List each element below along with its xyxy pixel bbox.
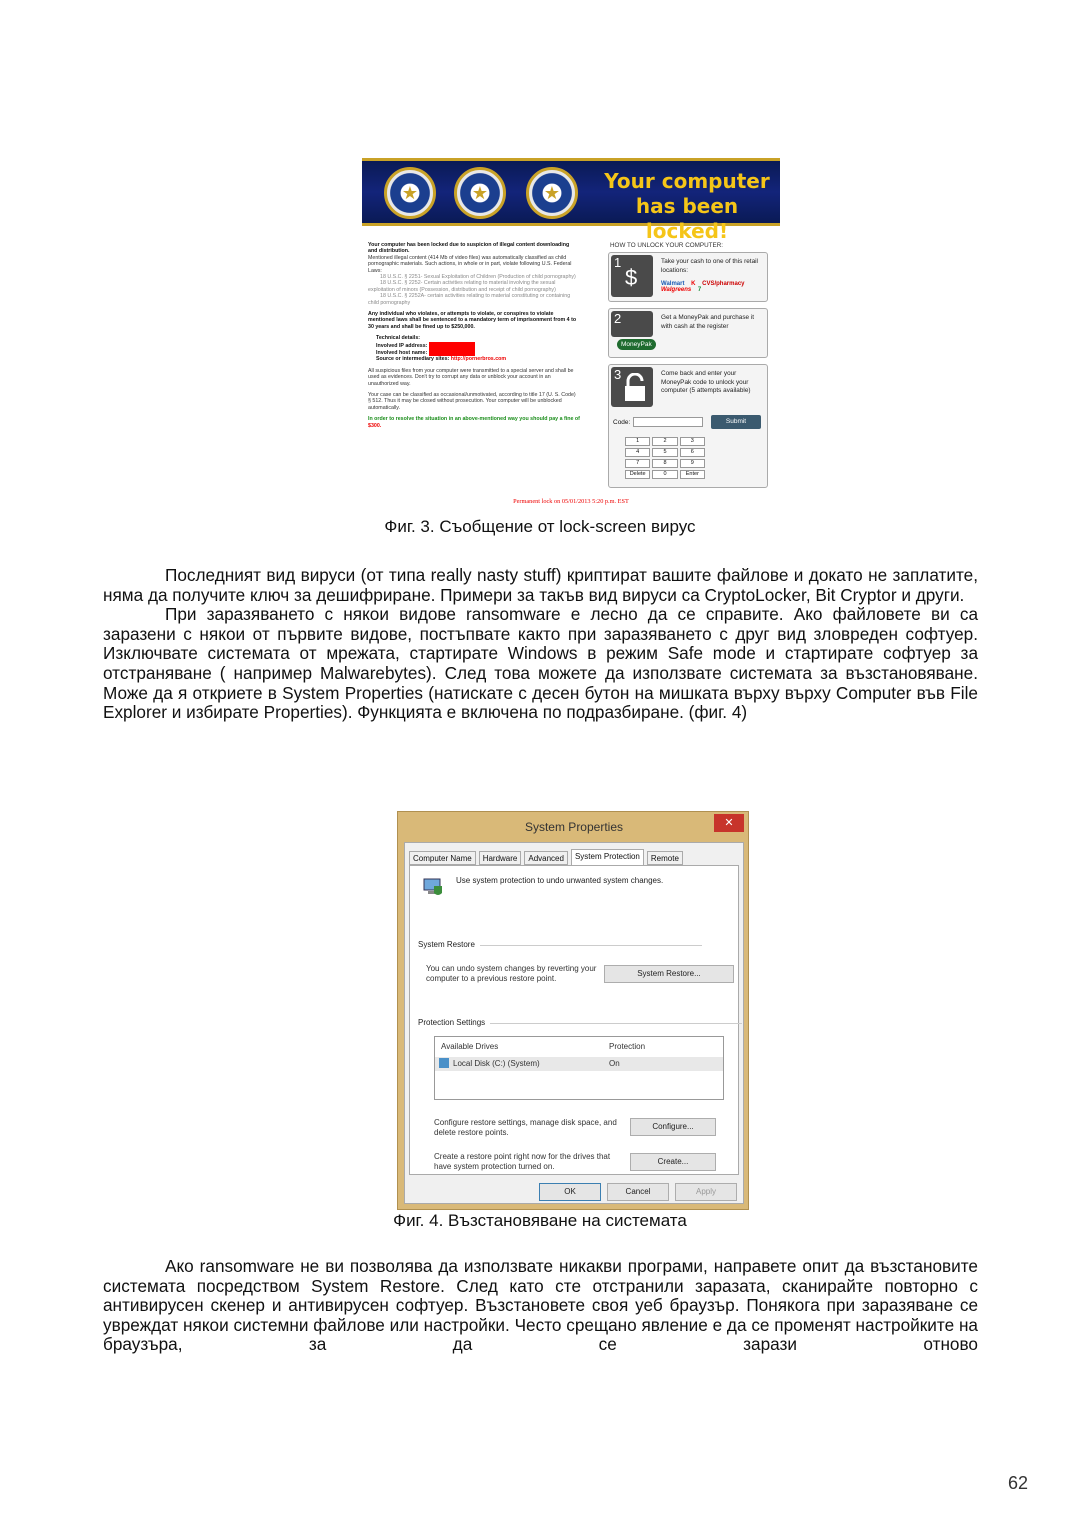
window-title: System Properties bbox=[524, 820, 624, 834]
paragraph: Последният вид вируси (от типа really nasty stuff) криптират вашите файлове и докато не заплатите, няма да получите ключ за дешифриране. Примери за такъв вид вируси са CryptoLocker, Bit Cryptor и други. bbox=[103, 565, 978, 605]
lock-intro: Mentioned illegal content (414 Mb of video files) was automatically classified as child pornographic materials. Such actions, in whole or in part, violate following U.S. Federal Laws: bbox=[368, 254, 572, 274]
step-text: Take your cash to one of this retail locations: bbox=[661, 258, 758, 274]
drive-protection: On bbox=[609, 1059, 620, 1068]
code-label: Code: bbox=[613, 419, 631, 426]
lock-heading: Your computer has been locked due to suspicion of illegal content downloading and distribution. bbox=[368, 242, 570, 255]
tech-host: Involved host name: bbox=[376, 349, 428, 356]
tech-details bbox=[368, 335, 580, 362]
body-paragraphs-2 bbox=[103, 1257, 978, 1355]
redaction bbox=[429, 349, 475, 356]
code-input[interactable] bbox=[633, 417, 703, 427]
tab-remote[interactable]: Remote bbox=[647, 851, 683, 865]
dhs-seal-icon bbox=[454, 167, 506, 219]
lock-case: Your case can be classified as occasional/unmotivated, according to title 17 (U. S. Code) § 512. Thus it may be closed without prosecution. Your computer will be unblocked automatically. bbox=[368, 391, 576, 411]
step-text: Come back and enter your MoneyPak code to unlock your computer (5 attempts available) bbox=[661, 370, 751, 394]
resolve-text: In order to resolve the situation in an above-mentioned way you should pay a fine of bbox=[368, 416, 580, 423]
create-button[interactable]: Create... bbox=[630, 1153, 716, 1171]
keypad-key[interactable]: 7 bbox=[625, 459, 650, 468]
step-number: 3 bbox=[614, 367, 622, 382]
ok-button[interactable]: OK bbox=[539, 1183, 601, 1201]
tech-source-url: http://pornerbros.com bbox=[450, 356, 507, 363]
tech-title: Technical details: bbox=[376, 335, 421, 342]
keypad-key[interactable]: 9 bbox=[680, 459, 705, 468]
doj-seal-icon bbox=[384, 167, 436, 219]
drive-row[interactable] bbox=[435, 1057, 723, 1071]
fbi-seal-icon bbox=[526, 167, 578, 219]
keypad-key[interactable]: 5 bbox=[652, 448, 677, 457]
lock-resolve bbox=[368, 416, 580, 429]
keypad-key[interactable]: Enter bbox=[680, 470, 705, 479]
page-number: 62 bbox=[1007, 1473, 1028, 1493]
kmart-logo: K bbox=[691, 281, 696, 287]
restore-description: You can undo system changes by reverting your computer to a previous restore point. bbox=[426, 964, 597, 983]
lock-banner bbox=[362, 158, 780, 243]
lock-screen-figure bbox=[362, 158, 780, 512]
step-number: 1 bbox=[614, 255, 622, 270]
keypad-key[interactable]: 4 bbox=[625, 448, 650, 457]
step-number: 2 bbox=[614, 311, 622, 326]
banner-title bbox=[594, 169, 780, 244]
paragraph: Ако ransomware не ви позволява да използвате никакви програми, направете опит да възстановите системата посредством System Restore. След като сте отстранили заразата, сканирайте повторно с антивирусен скенер и антивирусен софтуер. Възстановете своя уеб браузър. Понякога при заразяване се увреждат някои системни файлове или настройки. Често срещано явление е да се променят настройките на браузъра, за да се зарази отново bbox=[103, 1256, 978, 1355]
figure-4-caption: Фиг. 4. Възстановяване на системата bbox=[393, 1211, 687, 1230]
keypad-key[interactable]: 2 bbox=[652, 437, 677, 446]
moneypak-logo: MoneyPak bbox=[617, 339, 656, 350]
system-properties-window bbox=[397, 811, 749, 1210]
close-button[interactable]: ✕ bbox=[714, 814, 744, 832]
window-body bbox=[404, 842, 744, 1204]
submit-button[interactable]: Submit bbox=[711, 415, 761, 429]
protection-settings-group-label: Protection Settings bbox=[418, 1018, 489, 1027]
figure-3-caption: Фиг. 3. Съобщение от lock-screen вирус bbox=[384, 517, 696, 536]
keypad-key[interactable]: 6 bbox=[680, 448, 705, 457]
tab-advanced[interactable]: Advanced bbox=[524, 851, 568, 865]
intro-text: Use system protection to undo unwanted system changes. bbox=[456, 876, 664, 885]
walmart-logo: Walmart bbox=[661, 281, 685, 287]
divider bbox=[490, 1023, 742, 1024]
padlock-icon bbox=[611, 367, 653, 407]
keypad-key[interactable]: Delete bbox=[625, 470, 650, 479]
col-available-drives: Available Drives bbox=[441, 1042, 499, 1051]
seven-eleven-logo: 7 bbox=[697, 287, 702, 293]
create-description: Create a restore point right now for the drives that have system protection turned on. bbox=[434, 1152, 611, 1171]
tech-ip: Involved IP address: bbox=[376, 342, 428, 349]
drive-name: Local Disk (C:) (System) bbox=[453, 1059, 540, 1068]
banner-title-line1: Your computer bbox=[604, 169, 770, 193]
keypad-key[interactable]: 0 bbox=[652, 470, 677, 479]
law-item: 18 U.S.C. § 2252- Certain activities relating to material involving the sexual exploitation of minors (Possession, distribution and receipt of child pornography) bbox=[368, 280, 556, 293]
step-text: Get a MoneyPak and purchase it with cash at the register bbox=[661, 314, 755, 330]
keypad-key[interactable]: 3 bbox=[680, 437, 705, 446]
step-glyph: $ bbox=[625, 265, 638, 290]
tech-source-label: Source or intermediary sites: bbox=[376, 356, 450, 363]
lock-suspicious: All suspicious files from your computer were transmitted to a special server and shall be used as evidences. Don't try to corrupt any data or unblock your account in an unauthorized way. bbox=[368, 367, 574, 387]
lock-message bbox=[368, 242, 580, 434]
howto-title: HOW TO UNLOCK YOUR COMPUTER: bbox=[610, 242, 724, 249]
system-protection-icon bbox=[422, 876, 444, 898]
retailer-logos bbox=[661, 281, 767, 293]
divider bbox=[480, 945, 702, 946]
redaction bbox=[429, 342, 475, 349]
configure-description: Configure restore settings, manage disk space, and delete restore points. bbox=[434, 1118, 617, 1137]
col-protection: Protection bbox=[609, 1042, 646, 1051]
step-2-icon bbox=[611, 311, 653, 337]
cancel-button[interactable]: Cancel bbox=[607, 1183, 669, 1201]
body-paragraphs-1 bbox=[103, 566, 978, 723]
keypad bbox=[625, 437, 705, 479]
unlock-step-1 bbox=[608, 252, 768, 302]
unlock-step-3 bbox=[608, 364, 768, 488]
dialog-buttons bbox=[405, 1179, 745, 1205]
tab-bar bbox=[409, 849, 686, 865]
permanent-lock-notice: Permanent lock on 05/01/2013 5:20 p.m. EST bbox=[513, 498, 629, 505]
apply-button[interactable]: Apply bbox=[675, 1183, 737, 1201]
lock-penalty: Any individual who violates, or attempts to violate, or conspires to violate mentioned laws shall be sentenced to a mandatory term of imprisonment from 4 to 30 years and shall be fined up to $250,000. bbox=[368, 311, 577, 330]
tab-hardware[interactable]: Hardware bbox=[479, 851, 522, 865]
tab-system-protection[interactable]: System Protection bbox=[571, 849, 644, 866]
law-item: 18 U.S.C. § 2251- Sexual Exploitation of Children (Production of child pornography) bbox=[380, 274, 576, 281]
cvs-logo: CVS/pharmacy bbox=[702, 281, 745, 287]
system-protection-panel bbox=[409, 865, 739, 1175]
keypad-key[interactable]: 1 bbox=[625, 437, 650, 446]
keypad-key[interactable]: 8 bbox=[652, 459, 677, 468]
law-item: 18 U.S.C. § 2252A- certain activities relating to material constituting or containing child pornography bbox=[368, 293, 571, 306]
drives-list bbox=[434, 1036, 724, 1100]
fine-amount: $300. bbox=[368, 422, 382, 429]
tab-computer-name[interactable]: Computer Name bbox=[409, 851, 476, 865]
banner-title-line2: has been locked! bbox=[635, 194, 739, 243]
system-restore-group-label: System Restore bbox=[418, 940, 479, 949]
system-restore-button[interactable]: System Restore... bbox=[604, 965, 734, 983]
dollar-icon bbox=[611, 255, 653, 297]
paragraph: При заразяването с някои видове ransomware е лесно да се справите. Ако файловете ви са заразени с някои от първите видове, постъпвате както при заразяването с друг вид зловреден софтуер. Изключвате системата от мрежата, стартирате Windows в режим Safe mode и стартирате софтуер за отстраняване ( например Malwarebytes). След това можете да използвате системата за възстановяване. Може да я откриете в System Properties (натискате с десен бутон на мишката върху върху Computer във File Explorer и избирате Properties). Функцията е включена по подразбиране. (фиг. 4) bbox=[103, 604, 978, 723]
unlock-step-2 bbox=[608, 308, 768, 358]
configure-button[interactable]: Configure... bbox=[630, 1118, 716, 1136]
walgreens-logo: Walgreens bbox=[661, 287, 692, 293]
drive-icon bbox=[439, 1058, 449, 1068]
